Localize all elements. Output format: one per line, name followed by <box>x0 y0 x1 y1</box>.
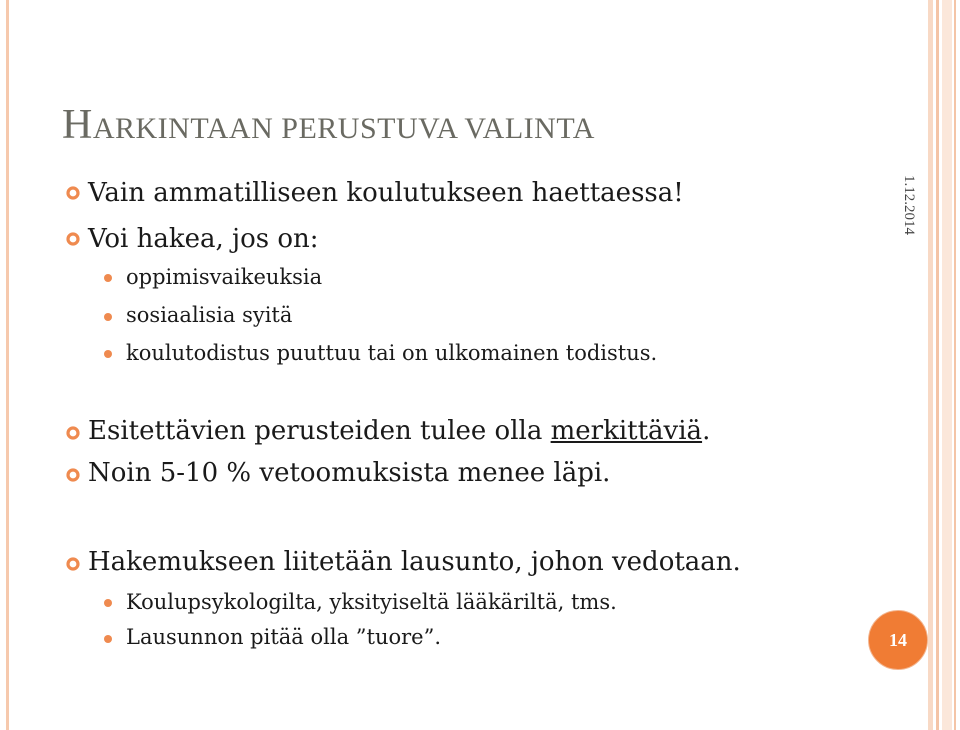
bullet-gear-icon <box>66 232 80 246</box>
sub-bullet-text: oppimisvaikeuksia <box>126 265 323 289</box>
slide-title: HARKINTAAN PERUSTUVA VALINTA <box>62 102 595 148</box>
left-stripe <box>6 0 9 730</box>
sub-bullet-text: Koulupsykologilta, yksityiseltä lääkäriltä, tms. <box>126 590 617 614</box>
sub-bullet-dot-icon <box>104 350 112 358</box>
emphasis-underlined: merkittäviä <box>550 416 703 446</box>
right-stripe-1 <box>928 0 933 730</box>
right-stripe-3 <box>942 0 952 730</box>
sub-bullet-text: Lausunnon pitää olla ”tuore”. <box>126 625 441 649</box>
page-number-badge: 14 <box>868 610 928 670</box>
sub-bullet-dot-icon <box>104 313 112 321</box>
right-stripe-2 <box>936 0 939 730</box>
sub-bullet-dot-icon <box>104 635 112 643</box>
sub-bullet-dot-icon <box>104 599 112 607</box>
bullet-gear-icon <box>66 557 80 571</box>
bullet-text: Voi hakea, jos on: <box>88 224 319 254</box>
sub-bullet-text: sosiaalisia syitä <box>126 303 293 327</box>
bullet-gear-icon <box>66 426 80 440</box>
bullet-text: Hakemukseen liitetään lausunto, johon vedotaan. <box>88 547 741 577</box>
sub-bullet-dot-icon <box>104 274 112 282</box>
bullet-text: Noin 5-10 % vetoomuksista menee läpi. <box>88 458 611 488</box>
bullet-gear-icon <box>66 186 80 200</box>
sub-bullet-text: koulutodistus puuttuu tai on ulkomainen todistus. <box>126 341 658 365</box>
bullet-text: Esitettävien perusteiden tulee olla merkittäviä. <box>88 416 711 446</box>
bullet-gear-icon <box>66 468 80 482</box>
right-stripe-4 <box>954 0 956 730</box>
slide-date: 1.12.2014 <box>901 175 917 235</box>
bullet-text: Vain ammatilliseen koulutukseen haettaessa! <box>88 178 684 208</box>
